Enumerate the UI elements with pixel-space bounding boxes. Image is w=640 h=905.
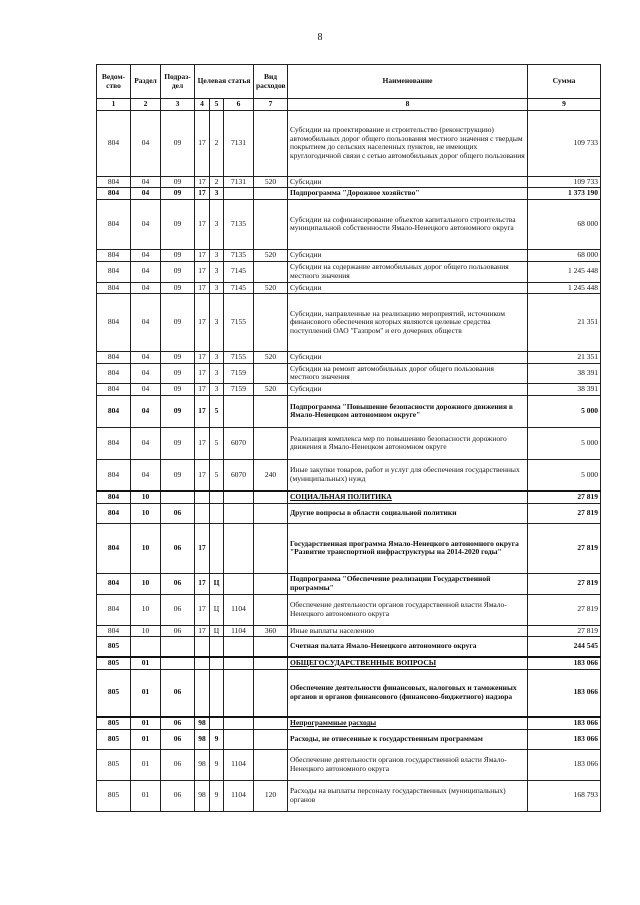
cell-cs-program: 17 (195, 459, 210, 491)
cell-razdel: 04 (131, 282, 161, 294)
cell-vedom: 804 (97, 249, 131, 261)
cell-vid-rashodov: 520 (254, 176, 288, 188)
cell-vedom: 804 (97, 459, 131, 491)
cell-cs-subprogram: 5 (210, 395, 224, 427)
cell-vid-rashodov (254, 491, 288, 503)
cell-cs-program: 17 (195, 363, 210, 383)
col-index: 6 (224, 99, 254, 111)
cell-vid-rashodov (254, 729, 288, 749)
cell-cs-code (224, 503, 254, 523)
column-index-row (97, 99, 601, 111)
cell-cs-program: 17 (195, 625, 210, 637)
cell-cs-program: 17 (195, 573, 210, 594)
cell-summa: 21 351 (528, 352, 601, 364)
cell-summa: 27 819 (528, 573, 601, 594)
cell-cs-program: 17 (195, 395, 210, 427)
cell-summa: 38 391 (528, 384, 601, 396)
cell-razdel: 04 (131, 459, 161, 491)
cell-summa: 21 351 (528, 294, 601, 352)
cell-cs-subprogram: 3 (210, 294, 224, 352)
cell-vid-rashodov: 120 (254, 780, 288, 811)
table-row (97, 249, 601, 261)
cell-vid-rashodov: 240 (254, 459, 288, 491)
cell-podrazdel: 09 (161, 363, 195, 383)
cell-podrazdel: 06 (161, 749, 195, 780)
cell-naimenovanie: Субсидии на содержание автомобильных дорог общего пользования местного значения (288, 261, 528, 282)
cell-cs-subprogram: Ц (210, 625, 224, 637)
cell-podrazdel: 09 (161, 427, 195, 459)
cell-vid-rashodov (254, 637, 288, 657)
table-row (97, 657, 601, 669)
col-index: 3 (161, 99, 195, 111)
col-index: 4 (195, 99, 210, 111)
cell-razdel: 10 (131, 503, 161, 523)
cell-vid-rashodov (254, 363, 288, 383)
cell-vedom: 805 (97, 717, 131, 729)
cell-razdel: 04 (131, 249, 161, 261)
cell-cs-program: 17 (195, 188, 210, 200)
cell-cs-program (195, 503, 210, 523)
cell-summa: 109 733 (528, 176, 601, 188)
cell-podrazdel: 06 (161, 729, 195, 749)
cell-vid-rashodov (254, 657, 288, 669)
header-vedom: Ведом-ство (97, 65, 131, 99)
cell-cs-subprogram: 3 (210, 352, 224, 364)
cell-naimenovanie: Обеспечение деятельности финансовых, налоговых и таможенных органов и органов финансового (финансово-бюджетного) надзора (288, 669, 528, 717)
cell-naimenovanie: Реализация комплекса мер по повышению безопасности дорожного движения в Ямало-Ненецком автономном округе (288, 427, 528, 459)
page-number: 8 (317, 32, 323, 43)
cell-naimenovanie: Расходы, не отнесенные к государственным программам (288, 729, 528, 749)
cell-summa: 5 000 (528, 395, 601, 427)
cell-razdel: 01 (131, 780, 161, 811)
cell-razdel: 01 (131, 669, 161, 717)
cell-razdel: 04 (131, 294, 161, 352)
table-row (97, 717, 601, 729)
cell-summa: 68 000 (528, 199, 601, 249)
cell-vid-rashodov (254, 573, 288, 594)
cell-cs-code (224, 491, 254, 503)
cell-cs-code: 7145 (224, 282, 254, 294)
cell-podrazdel: 09 (161, 395, 195, 427)
cell-cs-program: 17 (195, 176, 210, 188)
cell-naimenovanie: Субсидии на проектирование и строительство (реконструкцию) автомобильных дорог общего пользования местного значения с твердым покрытием до сельских населенных пунктов, не имеющих круглогодичной связи с сетью автомобильных дорог общего пользования (288, 110, 528, 176)
cell-vedom: 804 (97, 503, 131, 523)
cell-vedom: 804 (97, 352, 131, 364)
table-row (97, 282, 601, 294)
table-row (97, 503, 601, 523)
cell-vedom: 805 (97, 637, 131, 657)
cell-cs-code: 7159 (224, 363, 254, 383)
cell-cs-subprogram: 3 (210, 249, 224, 261)
cell-cs-program: 17 (195, 594, 210, 625)
cell-vedom: 804 (97, 427, 131, 459)
cell-cs-program: 17 (195, 384, 210, 396)
cell-naimenovanie: Подпрограмма "Дорожное хозяйство" (288, 188, 528, 200)
cell-razdel: 04 (131, 188, 161, 200)
col-index: 1 (97, 99, 131, 111)
cell-razdel: 01 (131, 729, 161, 749)
cell-summa: 27 819 (528, 594, 601, 625)
header-podrazdel: Подраз-дел (161, 65, 195, 99)
cell-podrazdel (161, 637, 195, 657)
cell-razdel: 04 (131, 110, 161, 176)
cell-naimenovanie: Иные выплаты населению (288, 625, 528, 637)
cell-cs-program: 17 (195, 199, 210, 249)
cell-cs-code: 1104 (224, 625, 254, 637)
header-vid-rashodov: Вид расходов (254, 65, 288, 99)
cell-cs-code (224, 669, 254, 717)
table-row (97, 637, 601, 657)
cell-cs-code: 7135 (224, 249, 254, 261)
cell-vid-rashodov (254, 594, 288, 625)
cell-cs-program (195, 637, 210, 657)
cell-vid-rashodov (254, 669, 288, 717)
cell-cs-subprogram: Ц (210, 594, 224, 625)
cell-podrazdel: 09 (161, 352, 195, 364)
cell-cs-subprogram (210, 523, 224, 573)
cell-razdel: 04 (131, 352, 161, 364)
cell-naimenovanie: Расходы на выплаты персоналу государственных (муниципальных) органов (288, 780, 528, 811)
cell-cs-program (195, 657, 210, 669)
cell-cs-code: 7155 (224, 294, 254, 352)
cell-naimenovanie: Субсидии (288, 384, 528, 396)
cell-cs-code (224, 573, 254, 594)
cell-vedom: 804 (97, 110, 131, 176)
cell-podrazdel: 09 (161, 459, 195, 491)
cell-vid-rashodov (254, 523, 288, 573)
cell-cs-program: 17 (195, 282, 210, 294)
cell-vid-rashodov (254, 110, 288, 176)
header-row (97, 65, 601, 99)
cell-razdel: 10 (131, 523, 161, 573)
cell-cs-code (224, 729, 254, 749)
cell-cs-subprogram: 2 (210, 176, 224, 188)
cell-cs-subprogram: 3 (210, 199, 224, 249)
cell-cs-subprogram: 3 (210, 363, 224, 383)
cell-vedom: 804 (97, 188, 131, 200)
cell-vedom: 804 (97, 625, 131, 637)
header-summa: Сумма (528, 65, 601, 99)
cell-razdel: 04 (131, 384, 161, 396)
cell-cs-code: 7131 (224, 110, 254, 176)
cell-vedom: 804 (97, 491, 131, 503)
cell-cs-subprogram (210, 717, 224, 729)
cell-vedom: 804 (97, 261, 131, 282)
cell-podrazdel: 06 (161, 503, 195, 523)
cell-cs-code: 6070 (224, 459, 254, 491)
cell-podrazdel: 06 (161, 594, 195, 625)
cell-cs-subprogram: 9 (210, 780, 224, 811)
cell-vedom: 804 (97, 363, 131, 383)
cell-naimenovanie: СОЦИАЛЬНАЯ ПОЛИТИКА (288, 491, 528, 503)
cell-naimenovanie: Субсидии (288, 282, 528, 294)
cell-vid-rashodov (254, 717, 288, 729)
cell-razdel: 01 (131, 657, 161, 669)
cell-cs-subprogram (210, 657, 224, 669)
cell-cs-program: 98 (195, 729, 210, 749)
col-index: 9 (528, 99, 601, 111)
cell-naimenovanie: Субсидии (288, 176, 528, 188)
cell-podrazdel: 06 (161, 669, 195, 717)
cell-razdel: 10 (131, 573, 161, 594)
table-row (97, 780, 601, 811)
cell-vid-rashodov (254, 294, 288, 352)
cell-naimenovanie: Субсидии на ремонт автомобильных дорог общего пользования местного значения (288, 363, 528, 383)
cell-cs-code: 1104 (224, 749, 254, 780)
cell-cs-program: 17 (195, 523, 210, 573)
cell-podrazdel: 09 (161, 249, 195, 261)
header-naimenovanie: Наименование (288, 65, 528, 99)
cell-cs-code (224, 637, 254, 657)
cell-cs-program: 17 (195, 294, 210, 352)
table-row (97, 176, 601, 188)
cell-naimenovanie: Иные закупки товаров, работ и услуг для обеспечения государственных (муниципальных) нужд (288, 459, 528, 491)
cell-naimenovanie: Подпрограмма "Повышение безопасности дорожного движения в Ямало-Ненецком автономном округе" (288, 395, 528, 427)
cell-summa: 109 733 (528, 110, 601, 176)
table-row (97, 294, 601, 352)
cell-cs-subprogram (210, 669, 224, 717)
table-row (97, 669, 601, 717)
cell-cs-code: 6070 (224, 427, 254, 459)
table-row (97, 491, 601, 503)
cell-podrazdel: 09 (161, 188, 195, 200)
table-row (97, 199, 601, 249)
cell-cs-subprogram: Ц (210, 573, 224, 594)
cell-vedom: 805 (97, 780, 131, 811)
cell-cs-program: 98 (195, 780, 210, 811)
cell-vid-rashodov (254, 199, 288, 249)
cell-cs-program: 17 (195, 352, 210, 364)
cell-razdel: 04 (131, 395, 161, 427)
cell-summa: 183 066 (528, 669, 601, 717)
table-row (97, 594, 601, 625)
cell-summa: 27 819 (528, 491, 601, 503)
cell-summa: 5 000 (528, 427, 601, 459)
cell-vedom: 804 (97, 199, 131, 249)
col-index: 5 (210, 99, 224, 111)
table-row (97, 459, 601, 491)
cell-vedom: 805 (97, 669, 131, 717)
table-row (97, 188, 601, 200)
cell-cs-code: 1104 (224, 780, 254, 811)
cell-cs-subprogram: 3 (210, 384, 224, 396)
cell-cs-subprogram: 2 (210, 110, 224, 176)
cell-razdel: 10 (131, 594, 161, 625)
cell-vedom: 805 (97, 657, 131, 669)
cell-naimenovanie: Субсидии (288, 352, 528, 364)
table-row (97, 110, 601, 176)
cell-podrazdel: 06 (161, 573, 195, 594)
cell-vid-rashodov (254, 427, 288, 459)
cell-podrazdel: 09 (161, 110, 195, 176)
cell-summa: 27 819 (528, 523, 601, 573)
cell-podrazdel: 06 (161, 625, 195, 637)
cell-razdel: 10 (131, 625, 161, 637)
cell-razdel: 01 (131, 717, 161, 729)
cell-cs-code (224, 523, 254, 573)
cell-vedom: 804 (97, 384, 131, 396)
cell-summa: 38 391 (528, 363, 601, 383)
cell-razdel: 04 (131, 261, 161, 282)
cell-summa: 68 000 (528, 249, 601, 261)
cell-vid-rashodov (254, 188, 288, 200)
table-row (97, 523, 601, 573)
col-index: 2 (131, 99, 161, 111)
cell-razdel: 04 (131, 199, 161, 249)
cell-summa: 5 000 (528, 459, 601, 491)
cell-naimenovanie: Обеспечение деятельности органов государственной власти Ямало-Ненецкого автономного округа (288, 594, 528, 625)
cell-cs-code: 7155 (224, 352, 254, 364)
cell-cs-program: 17 (195, 110, 210, 176)
cell-podrazdel: 09 (161, 282, 195, 294)
cell-vedom: 805 (97, 749, 131, 780)
cell-vid-rashodov (254, 749, 288, 780)
cell-summa: 183 066 (528, 749, 601, 780)
table-row (97, 384, 601, 396)
cell-razdel (131, 637, 161, 657)
cell-cs-code: 7159 (224, 384, 254, 396)
cell-summa: 168 793 (528, 780, 601, 811)
cell-summa: 183 066 (528, 657, 601, 669)
col-index: 7 (254, 99, 288, 111)
cell-podrazdel: 06 (161, 717, 195, 729)
cell-summa: 183 066 (528, 729, 601, 749)
cell-cs-code (224, 188, 254, 200)
cell-cs-subprogram: 9 (210, 729, 224, 749)
cell-vid-rashodov: 520 (254, 352, 288, 364)
cell-cs-program: 17 (195, 249, 210, 261)
cell-cs-subprogram: 5 (210, 459, 224, 491)
cell-summa: 27 819 (528, 503, 601, 523)
cell-cs-program: 17 (195, 261, 210, 282)
cell-vid-rashodov: 520 (254, 282, 288, 294)
cell-podrazdel: 09 (161, 176, 195, 188)
cell-naimenovanie: Счетная палата Ямало-Ненецкого автономного округа (288, 637, 528, 657)
cell-cs-code (224, 395, 254, 427)
cell-razdel: 10 (131, 491, 161, 503)
cell-podrazdel: 06 (161, 780, 195, 811)
cell-razdel: 04 (131, 363, 161, 383)
cell-podrazdel: 06 (161, 523, 195, 573)
table-row (97, 625, 601, 637)
cell-vedom: 804 (97, 294, 131, 352)
cell-vid-rashodov (254, 261, 288, 282)
cell-naimenovanie: Другие вопросы в области социальной политики (288, 503, 528, 523)
cell-cs-subprogram: 3 (210, 188, 224, 200)
cell-cs-program: 98 (195, 717, 210, 729)
cell-cs-program (195, 491, 210, 503)
cell-naimenovanie: Субсидии (288, 249, 528, 261)
cell-cs-subprogram (210, 491, 224, 503)
cell-naimenovanie: Субсидии, направленные на реализацию мероприятий, источником финансового обеспечения которых являются целевые средства поступлений ОАО "Газпром" и его дочерних обществ (288, 294, 528, 352)
cell-cs-code: 1104 (224, 594, 254, 625)
cell-vid-rashodov (254, 503, 288, 523)
cell-podrazdel (161, 491, 195, 503)
table-row (97, 573, 601, 594)
cell-cs-code (224, 657, 254, 669)
cell-cs-code: 7135 (224, 199, 254, 249)
cell-vedom: 805 (97, 729, 131, 749)
cell-vedom: 804 (97, 594, 131, 625)
cell-naimenovanie: ОБЩЕГОСУДАРСТВЕННЫЕ ВОПРОСЫ (288, 657, 528, 669)
cell-summa: 183 066 (528, 717, 601, 729)
table-row (97, 395, 601, 427)
col-index: 8 (288, 99, 528, 111)
cell-cs-subprogram (210, 637, 224, 657)
cell-cs-program: 98 (195, 749, 210, 780)
cell-naimenovanie: Субсидии на софинансирование объектов капитального строительства муниципальной собственности Ямало-Ненецкого автономного округа (288, 199, 528, 249)
cell-vedom: 804 (97, 282, 131, 294)
table-body (97, 110, 601, 811)
budget-table (96, 64, 601, 812)
cell-cs-code: 7145 (224, 261, 254, 282)
cell-cs-subprogram: 3 (210, 282, 224, 294)
cell-vedom: 804 (97, 176, 131, 188)
cell-vedom: 804 (97, 523, 131, 573)
cell-vid-rashodov: 360 (254, 625, 288, 637)
table-row (97, 352, 601, 364)
table-row (97, 749, 601, 780)
table-row (97, 427, 601, 459)
cell-cs-code (224, 717, 254, 729)
cell-summa: 1 245 448 (528, 282, 601, 294)
cell-podrazdel (161, 657, 195, 669)
cell-cs-subprogram: 3 (210, 261, 224, 282)
cell-cs-code: 7131 (224, 176, 254, 188)
cell-summa: 27 819 (528, 625, 601, 637)
cell-vid-rashodov (254, 395, 288, 427)
cell-podrazdel: 09 (161, 199, 195, 249)
cell-vedom: 804 (97, 395, 131, 427)
cell-naimenovanie: Непрограммные расходы (288, 717, 528, 729)
cell-podrazdel: 09 (161, 384, 195, 396)
cell-podrazdel: 09 (161, 294, 195, 352)
cell-razdel: 04 (131, 427, 161, 459)
cell-vid-rashodov: 520 (254, 249, 288, 261)
cell-cs-program: 17 (195, 427, 210, 459)
table-row (97, 261, 601, 282)
cell-podrazdel: 09 (161, 261, 195, 282)
cell-summa: 1 245 448 (528, 261, 601, 282)
cell-cs-subprogram: 9 (210, 749, 224, 780)
cell-cs-subprogram (210, 503, 224, 523)
cell-naimenovanie: Государственная программа Ямало-Ненецкого автономного округа "Развитие транспортной инфраструктуры на 2014-2020 годы" (288, 523, 528, 573)
header-razdel: Раздел (131, 65, 161, 99)
cell-summa: 244 545 (528, 637, 601, 657)
cell-razdel: 04 (131, 176, 161, 188)
cell-vid-rashodov: 520 (254, 384, 288, 396)
cell-cs-program (195, 669, 210, 717)
cell-naimenovanie: Обеспечение деятельности органов государственной власти Ямало-Ненецкого автономного округа (288, 749, 528, 780)
table-row (97, 729, 601, 749)
table-row (97, 363, 601, 383)
cell-summa: 1 373 190 (528, 188, 601, 200)
cell-vedom: 804 (97, 573, 131, 594)
cell-razdel: 01 (131, 749, 161, 780)
cell-naimenovanie: Подпрограмма "Обеспечение реализации Государственной программы" (288, 573, 528, 594)
cell-cs-subprogram: 5 (210, 427, 224, 459)
header-celevaya-statya: Целевая статья (195, 65, 254, 99)
